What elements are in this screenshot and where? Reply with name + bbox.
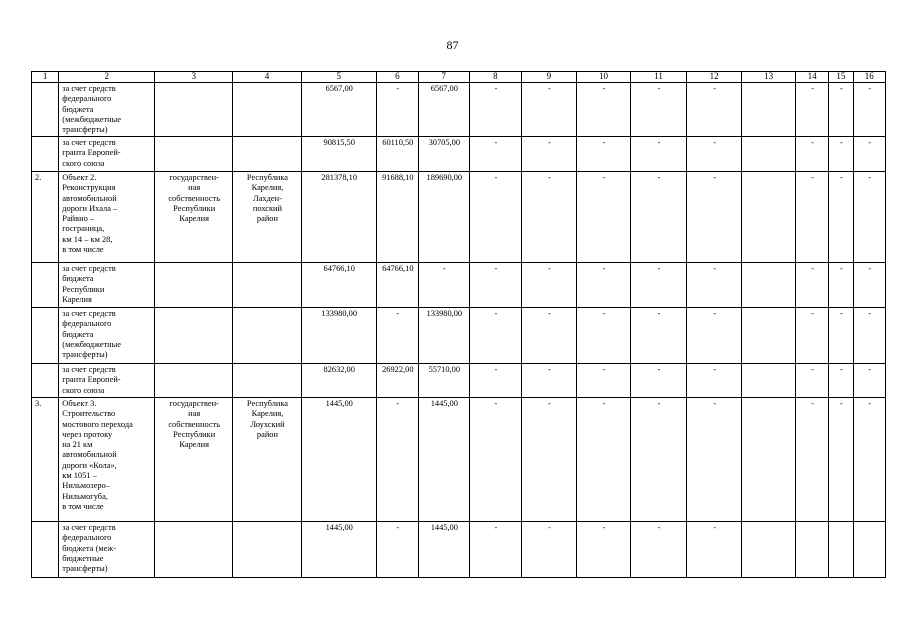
col-16-cell: - — [853, 364, 885, 398]
col-9-cell: - — [522, 83, 577, 137]
col-6-cell: 64766,10 — [376, 263, 418, 308]
location-cell — [233, 137, 302, 172]
funding-source-cell: за счет средств бюджета Республики Карелия — [59, 263, 155, 308]
col-8-cell: - — [469, 522, 522, 578]
funding-source-cell: за счет средств федерального бюджета (меж- бюджетные трансферты) — [59, 522, 155, 578]
col-12-cell: - — [686, 308, 742, 364]
column-number: 5 — [301, 72, 376, 83]
row-number-cell — [32, 522, 59, 578]
total-cell: 64766,10 — [301, 263, 376, 308]
col-15-cell: - — [829, 172, 853, 263]
col-12-cell: - — [686, 137, 742, 172]
location-cell: Республика Карелия, Лахден- похский район — [233, 172, 302, 263]
col-7-cell: 133980,00 — [419, 308, 470, 364]
col-9-cell: - — [522, 398, 577, 522]
col-8-cell: - — [469, 137, 522, 172]
row-number-cell — [32, 137, 59, 172]
col-8-cell: - — [469, 83, 522, 137]
col-10-cell: - — [576, 364, 631, 398]
row-number-cell — [32, 83, 59, 137]
total-cell: 82632,00 — [301, 364, 376, 398]
ownership-cell — [155, 364, 233, 398]
column-number-row — [32, 72, 886, 83]
col-6-cell: 26922,00 — [376, 364, 418, 398]
col-7-cell: 1445,00 — [419, 398, 470, 522]
col-12-cell: - — [686, 263, 742, 308]
location-cell — [233, 83, 302, 137]
col-16-cell: - — [853, 83, 885, 137]
ownership-cell — [155, 83, 233, 137]
location-cell — [233, 364, 302, 398]
column-number: 3 — [155, 72, 233, 83]
total-cell: 281378,10 — [301, 172, 376, 263]
column-number: 9 — [522, 72, 577, 83]
funding-source-cell: за счет средств гранта Европей- ского союза — [59, 137, 155, 172]
col-9-cell: - — [522, 263, 577, 308]
column-number: 15 — [829, 72, 853, 83]
col-15-cell: - — [829, 137, 853, 172]
col-8-cell: - — [469, 308, 522, 364]
row-number-cell — [32, 263, 59, 308]
col-11-cell: - — [631, 308, 687, 364]
col-8-cell: - — [469, 398, 522, 522]
col-16-cell: - — [853, 398, 885, 522]
col-9-cell: - — [522, 137, 577, 172]
col-13-cell — [742, 364, 796, 398]
page-number: 87 — [446, 38, 459, 52]
col-13-cell — [742, 263, 796, 308]
col-14-cell — [795, 522, 828, 578]
row-number-cell: 2. — [32, 172, 59, 263]
col-9-cell: - — [522, 522, 577, 578]
column-number: 14 — [795, 72, 828, 83]
table-row — [32, 398, 886, 522]
col-7-cell: 55710,00 — [419, 364, 470, 398]
ownership-cell: государствен- ная собственность Республики Карелия — [155, 398, 233, 522]
col-10-cell: - — [576, 398, 631, 522]
col-13-cell — [742, 137, 796, 172]
row-number-cell: 3. — [32, 398, 59, 522]
total-cell: 1445,00 — [301, 398, 376, 522]
col-11-cell: - — [631, 364, 687, 398]
total-cell: 90815,50 — [301, 137, 376, 172]
col-15-cell: - — [829, 364, 853, 398]
total-cell: 6567,00 — [301, 83, 376, 137]
ownership-cell — [155, 522, 233, 578]
financing-table — [31, 71, 886, 578]
col-11-cell: - — [631, 137, 687, 172]
funding-source-cell: Объект 3. Строительство мостового перехода через протоку на 21 км автомобильной дороги «Кола», км 1051 – Нильмозеро– Нильмогуба, в том числе — [59, 398, 155, 522]
column-number: 1 — [32, 72, 59, 83]
col-12-cell: - — [686, 398, 742, 522]
column-number: 10 — [576, 72, 631, 83]
ownership-cell — [155, 263, 233, 308]
funding-source-cell: за счет средств федерального бюджета (межбюджетные трансферты) — [59, 83, 155, 137]
col-14-cell: - — [795, 308, 828, 364]
col-15-cell: - — [829, 83, 853, 137]
col-10-cell: - — [576, 263, 631, 308]
funding-source-cell: за счет средств федерального бюджета (межбюджетные трансферты) — [59, 308, 155, 364]
col-16-cell — [853, 522, 885, 578]
funding-source-cell: за счет средств гранта Европей- ского союза — [59, 364, 155, 398]
col-13-cell — [742, 308, 796, 364]
ownership-cell: государствен- ная собственность Республики Карелия — [155, 172, 233, 263]
table-row — [32, 172, 886, 263]
col-16-cell: - — [853, 263, 885, 308]
col-12-cell: - — [686, 364, 742, 398]
col-11-cell: - — [631, 172, 687, 263]
col-6-cell: - — [376, 398, 418, 522]
col-13-cell — [742, 83, 796, 137]
col-7-cell: 30705,00 — [419, 137, 470, 172]
location-cell — [233, 308, 302, 364]
total-cell: 133980,00 — [301, 308, 376, 364]
col-14-cell: - — [795, 364, 828, 398]
table-row — [32, 364, 886, 398]
column-number: 12 — [686, 72, 742, 83]
col-11-cell: - — [631, 522, 687, 578]
table-row — [32, 308, 886, 364]
column-number: 2 — [59, 72, 155, 83]
column-number: 6 — [376, 72, 418, 83]
col-14-cell: - — [795, 398, 828, 522]
column-number: 11 — [631, 72, 687, 83]
col-13-cell — [742, 522, 796, 578]
table-row — [32, 522, 886, 578]
table-row — [32, 263, 886, 308]
column-number: 7 — [419, 72, 470, 83]
col-6-cell: - — [376, 83, 418, 137]
col-16-cell: - — [853, 308, 885, 364]
column-number: 13 — [742, 72, 796, 83]
column-number: 8 — [469, 72, 522, 83]
col-12-cell: - — [686, 522, 742, 578]
col-6-cell: - — [376, 308, 418, 364]
col-7-cell: 6567,00 — [419, 83, 470, 137]
col-8-cell: - — [469, 172, 522, 263]
col-13-cell — [742, 398, 796, 522]
col-7-cell: 1445,00 — [419, 522, 470, 578]
col-11-cell: - — [631, 83, 687, 137]
col-9-cell: - — [522, 172, 577, 263]
row-number-cell — [32, 364, 59, 398]
col-9-cell: - — [522, 308, 577, 364]
location-cell — [233, 522, 302, 578]
col-14-cell: - — [795, 137, 828, 172]
col-15-cell — [829, 522, 853, 578]
col-10-cell: - — [576, 522, 631, 578]
col-11-cell: - — [631, 398, 687, 522]
col-6-cell: - — [376, 522, 418, 578]
col-10-cell: - — [576, 308, 631, 364]
col-11-cell: - — [631, 263, 687, 308]
ownership-cell — [155, 308, 233, 364]
table-row — [32, 83, 886, 137]
column-number: 16 — [853, 72, 885, 83]
col-8-cell: - — [469, 263, 522, 308]
funding-source-cell: Объект 2. Реконструкция автомобильной дороги Ихала – Райвио – госграница, км 14 – км 28, в том числе — [59, 172, 155, 263]
col-7-cell: 189690,00 — [419, 172, 470, 263]
row-number-cell — [32, 308, 59, 364]
table-row — [32, 137, 886, 172]
total-cell: 1445,00 — [301, 522, 376, 578]
col-8-cell: - — [469, 364, 522, 398]
col-6-cell: 91688,10 — [376, 172, 418, 263]
col-14-cell: - — [795, 172, 828, 263]
column-number: 4 — [233, 72, 302, 83]
col-12-cell: - — [686, 172, 742, 263]
col-10-cell: - — [576, 137, 631, 172]
ownership-cell — [155, 137, 233, 172]
location-cell: Республика Карелия, Лоухский район — [233, 398, 302, 522]
col-9-cell: - — [522, 364, 577, 398]
col-12-cell: - — [686, 83, 742, 137]
col-13-cell — [742, 172, 796, 263]
col-7-cell: - — [419, 263, 470, 308]
col-10-cell: - — [576, 172, 631, 263]
col-16-cell: - — [853, 137, 885, 172]
location-cell — [233, 263, 302, 308]
col-14-cell: - — [795, 83, 828, 137]
col-15-cell: - — [829, 398, 853, 522]
col-15-cell: - — [829, 308, 853, 364]
col-15-cell: - — [829, 263, 853, 308]
col-6-cell: 60110,50 — [376, 137, 418, 172]
col-10-cell: - — [576, 83, 631, 137]
col-16-cell: - — [853, 172, 885, 263]
col-14-cell: - — [795, 263, 828, 308]
